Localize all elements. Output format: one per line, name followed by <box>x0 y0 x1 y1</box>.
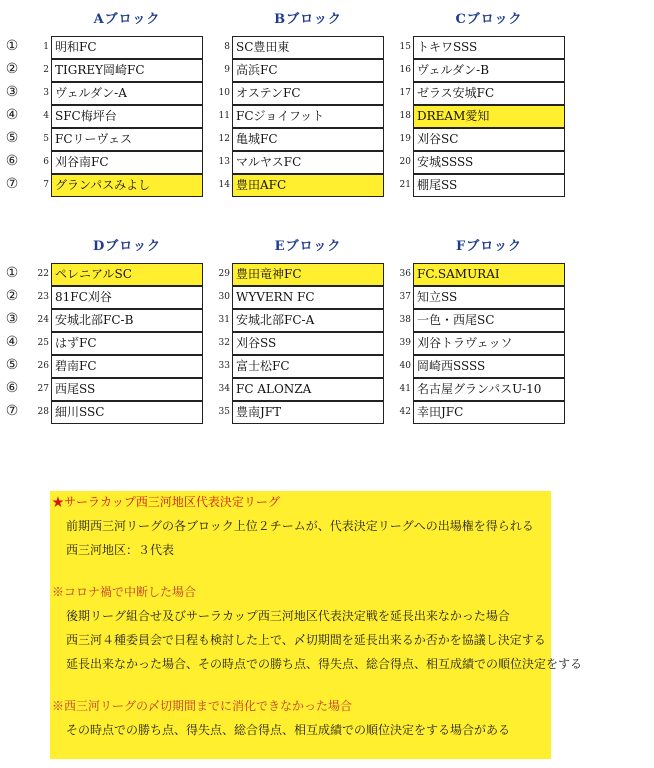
team-row <box>194 286 384 309</box>
team-name: ヴェルダン-A <box>51 82 203 105</box>
team-name: FCリーヴェス <box>51 128 203 151</box>
team-number: 36 <box>399 269 411 279</box>
team-number: 13 <box>218 157 230 167</box>
team-name: ペレニアルSC <box>51 263 203 286</box>
rank-label: ① <box>5 265 19 281</box>
block-title: Cブロック <box>455 12 523 27</box>
notes-line-covid-1: 後期リーグ組合せ及びサーラカップ西三河地区代表決定戦を延長出来なかった場合 <box>66 609 510 623</box>
team-row <box>194 309 384 332</box>
team-name: FCジョイフット <box>232 105 384 128</box>
team-row <box>13 378 203 401</box>
team-name: マルヤスFC <box>232 151 384 174</box>
team-row <box>194 378 384 401</box>
rank-label: ② <box>5 288 19 304</box>
team-number: 11 <box>218 111 230 121</box>
team-row <box>194 401 384 424</box>
team-row <box>13 355 203 378</box>
notes-line-deadline: その時点での勝ち点、得失点、総合得点、相互成績での順位決定をする場合がある <box>66 723 511 737</box>
team-number: 15 <box>399 42 411 52</box>
team-name: 細川SSC <box>51 401 203 424</box>
team-name: TIGREY岡崎FC <box>51 59 203 82</box>
team-row <box>375 309 565 332</box>
team-name: SFC梅坪台 <box>51 105 203 128</box>
team-row <box>194 151 384 174</box>
team-name: 刈谷SC <box>413 128 565 151</box>
notes-line-covid-3: 延長出来なかった場合、その時点での勝ち点、得失点、総合得点、相互成績での順位決定をする <box>66 657 583 671</box>
notes-heading-league: ★サーラカップ西三河地区代表決定リーグ <box>52 495 280 509</box>
team-row <box>194 174 384 197</box>
team-name: 豊田AFC <box>232 174 384 197</box>
team-row <box>13 105 203 128</box>
team-name: 豊南JFT <box>232 401 384 424</box>
team-name: 西尾SS <box>51 378 203 401</box>
team-name: WYVERN FC <box>232 286 384 309</box>
team-number: 20 <box>399 157 411 167</box>
team-name: 豊田竜神FC <box>232 263 384 286</box>
team-name: 安城北部FC-A <box>232 309 384 332</box>
rank-label: ⑥ <box>5 153 19 169</box>
notes-heading-covid: ※コロナ禍で中断した場合 <box>52 585 197 599</box>
team-number: 28 <box>37 407 49 417</box>
team-row <box>13 286 203 309</box>
team-row <box>375 128 565 151</box>
team-number: 1 <box>43 42 49 52</box>
team-row <box>194 263 384 286</box>
rank-label: ⑤ <box>5 357 19 373</box>
rank-label: ③ <box>5 84 19 100</box>
team-name: 一色・西尾SC <box>413 309 565 332</box>
team-row <box>13 401 203 424</box>
team-number: 12 <box>218 134 230 144</box>
team-name: 棚尾SS <box>413 174 565 197</box>
team-number: 22 <box>37 269 49 279</box>
team-row <box>375 263 565 286</box>
team-name: 幸田JFC <box>413 401 565 424</box>
team-name: 安城SSSS <box>413 151 565 174</box>
team-row <box>375 401 565 424</box>
team-name: はずFC <box>51 332 203 355</box>
rank-label: ⑥ <box>5 380 19 396</box>
team-number: 5 <box>43 134 49 144</box>
team-number: 18 <box>399 111 411 121</box>
team-name: 安城北部FC-B <box>51 309 203 332</box>
team-number: 7 <box>43 180 49 190</box>
team-number: 24 <box>37 315 49 325</box>
team-row <box>375 378 565 401</box>
notes-line-covid-2: 西三河４種委員会で日程も検討した上で、〆切期間を延長出来るか否かを協議し決定する <box>66 633 546 647</box>
team-name: 名古屋グランパスU-10 <box>413 378 565 401</box>
team-row <box>13 309 203 332</box>
team-number: 6 <box>43 157 49 167</box>
team-number: 27 <box>37 384 49 394</box>
team-row <box>13 59 203 82</box>
team-row <box>375 151 565 174</box>
team-row <box>375 82 565 105</box>
team-row <box>194 355 384 378</box>
team-name: 岡崎西SSSS <box>413 355 565 378</box>
team-row <box>375 355 565 378</box>
team-name: グランパスみよし <box>51 174 203 197</box>
team-number: 41 <box>399 384 411 394</box>
notes-box <box>50 491 583 759</box>
block-title: Eブロック <box>274 239 342 254</box>
team-name: 刈谷トラヴェッソ <box>413 332 565 355</box>
team-name: DREAM愛知 <box>413 105 565 128</box>
team-row <box>375 332 565 355</box>
team-number: 25 <box>37 338 49 348</box>
rank-label: ① <box>5 38 19 54</box>
team-name: 81FC刈谷 <box>51 286 203 309</box>
team-row <box>194 82 384 105</box>
team-number: 39 <box>399 338 411 348</box>
notes-line-representatives: 西三河地区：３代表 <box>66 543 175 557</box>
team-row <box>375 174 565 197</box>
team-number: 4 <box>43 111 49 121</box>
team-number: 17 <box>399 88 411 98</box>
team-number: 23 <box>37 292 49 302</box>
team-row <box>375 105 565 128</box>
team-row <box>375 286 565 309</box>
team-name: 高浜FC <box>232 59 384 82</box>
team-number: 29 <box>218 269 230 279</box>
team-row <box>13 263 203 286</box>
team-number: 40 <box>399 361 411 371</box>
team-row <box>194 128 384 151</box>
rank-label: ④ <box>5 107 19 123</box>
team-number: 14 <box>218 180 230 190</box>
team-row <box>194 105 384 128</box>
team-row <box>13 36 203 59</box>
block-title: Dブロック <box>92 239 161 254</box>
team-number: 3 <box>43 88 49 98</box>
team-number: 32 <box>218 338 230 348</box>
team-row <box>194 59 384 82</box>
team-row <box>13 174 203 197</box>
team-number: 26 <box>37 361 49 371</box>
team-name: 亀城FC <box>232 128 384 151</box>
team-number: 30 <box>218 292 230 302</box>
team-number: 35 <box>218 407 230 417</box>
team-name: 碧南FC <box>51 355 203 378</box>
team-name: 富士松FC <box>232 355 384 378</box>
team-number: 31 <box>218 315 230 325</box>
notes-heading-deadline: ※西三河リーグの〆切期間までに消化できなかった場合 <box>52 699 353 713</box>
team-number: 38 <box>399 315 411 325</box>
team-name: ゼラス安城FC <box>413 82 565 105</box>
rank-label: ② <box>5 61 19 77</box>
team-number: 10 <box>218 88 230 98</box>
team-number: 37 <box>399 292 411 302</box>
team-name: 知立SS <box>413 286 565 309</box>
team-number: 33 <box>218 361 230 371</box>
team-name: 刈谷南FC <box>51 151 203 174</box>
team-name: トキワSSS <box>413 36 565 59</box>
team-row <box>13 151 203 174</box>
team-row <box>13 332 203 355</box>
team-number: 34 <box>218 384 230 394</box>
team-name: FC.SAMURAI <box>413 263 565 286</box>
team-number: 8 <box>224 42 230 52</box>
block-title: Fブロック <box>456 239 522 254</box>
team-row <box>375 36 565 59</box>
team-name: ヴェルダン-B <box>413 59 565 82</box>
team-row <box>13 82 203 105</box>
team-row <box>194 36 384 59</box>
rank-label: ⑦ <box>5 403 19 419</box>
team-number: 2 <box>43 65 49 75</box>
team-row <box>375 59 565 82</box>
team-row <box>13 128 203 151</box>
team-number: 16 <box>399 65 411 75</box>
team-name: 刈谷SS <box>232 332 384 355</box>
team-name: オステンFC <box>232 82 384 105</box>
team-name: FC ALONZA <box>232 378 384 401</box>
rank-label: ③ <box>5 311 19 327</box>
notes-line-qualification: 前期西三河リーグの各ブロック上位２チームが、代表決定リーグへの出場権を得られる <box>66 519 534 533</box>
team-number: 42 <box>399 407 411 417</box>
team-name: SC豊田東 <box>232 36 384 59</box>
rank-label: ⑦ <box>5 176 19 192</box>
team-number: 21 <box>399 180 411 190</box>
team-name: 明和FC <box>51 36 203 59</box>
team-number: 9 <box>224 65 230 75</box>
rank-label: ⑤ <box>5 130 19 146</box>
block-title: Aブロック <box>93 12 161 27</box>
rank-label: ④ <box>5 334 19 350</box>
team-row <box>194 332 384 355</box>
block-title: Bブロック <box>274 12 342 27</box>
team-number: 19 <box>399 134 411 144</box>
